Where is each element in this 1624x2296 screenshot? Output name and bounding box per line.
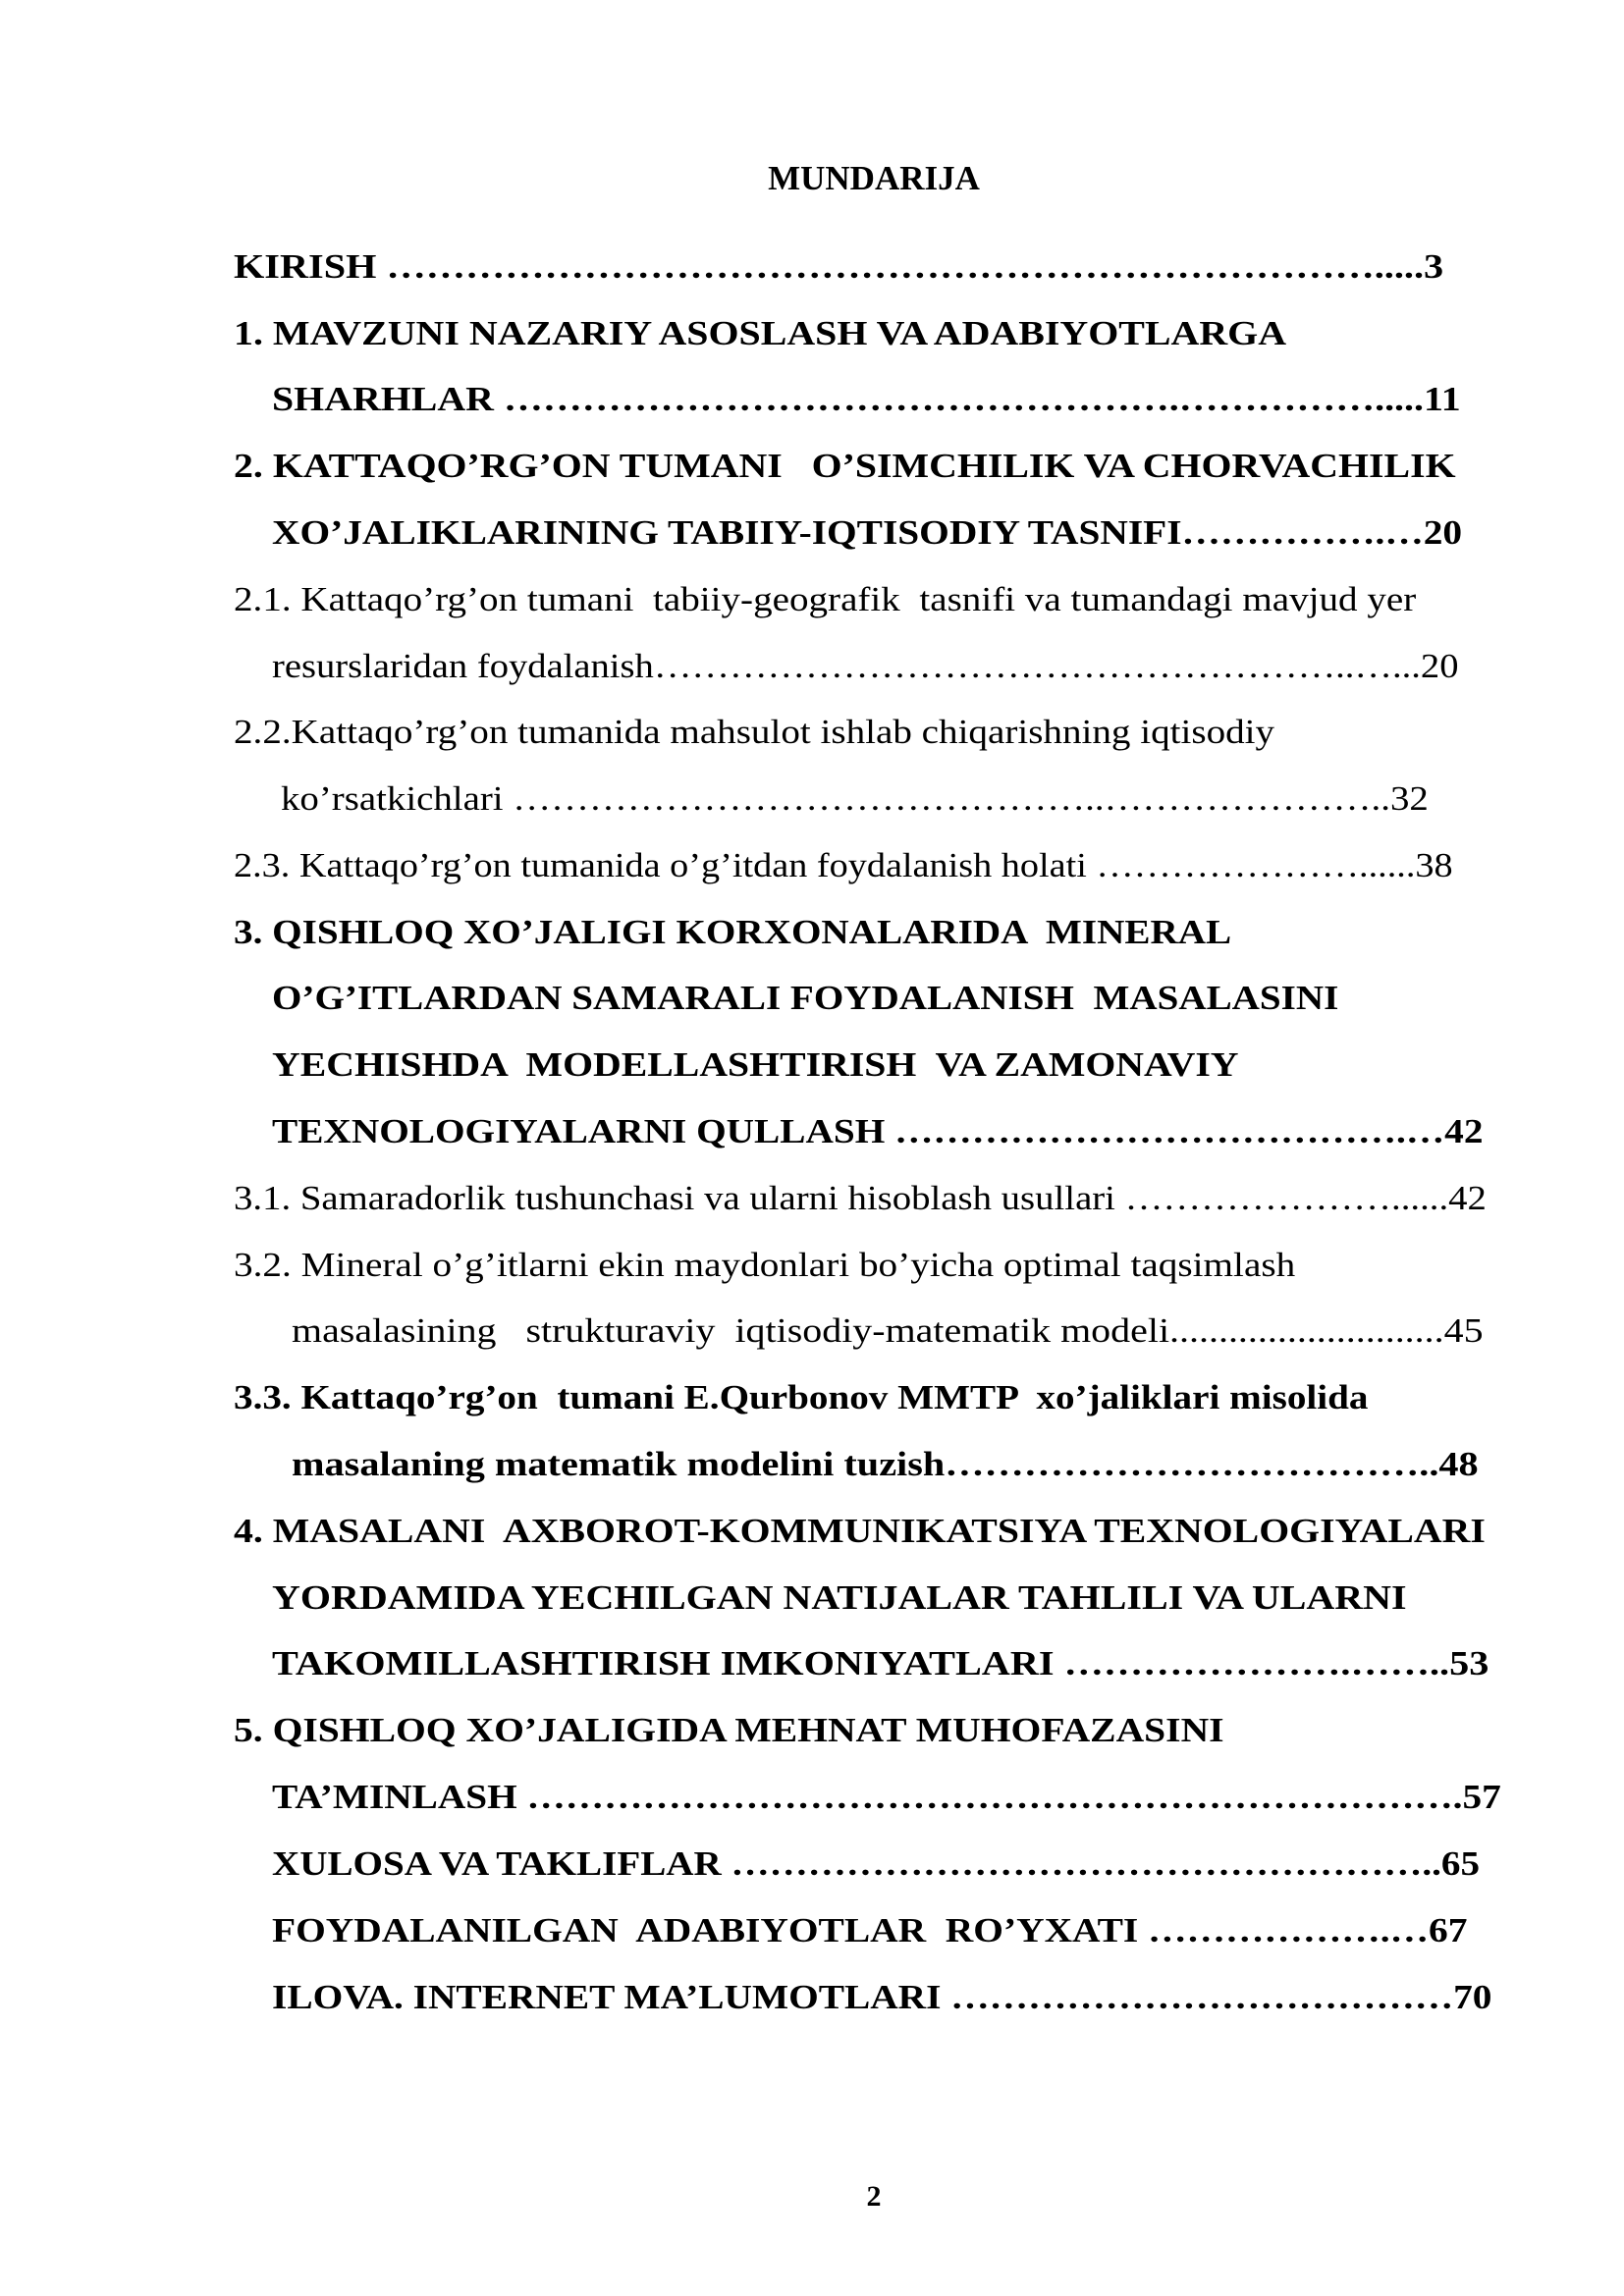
toc-entry: TA’MINLASH ……………………………………………………………….57 [272, 1778, 1501, 1816]
toc-entry: 2.2.Kattaqo’rg’on tumanida mahsulot ishlab chiqarishning iqtisodiy [234, 713, 1275, 751]
page-title: MUNDARIJA [768, 159, 980, 197]
toc-entry: masalaning matematik modelini tuzish………………………………..48 [292, 1445, 1479, 1483]
toc-entry: resurslaridan foydalanish………………………………………………..…...20 [272, 647, 1459, 685]
toc-entry: 3.3. Kattaqo’rg’on tumani E.Qurbonov MMTP xo’jaliklari misolida [234, 1378, 1369, 1416]
toc-entry: 5. QISHLOQ XO’JALIGIDA MEHNAT MUHOFAZASINI [234, 1711, 1224, 1749]
toc-entry: XULOSA VA TAKLIFLAR ………………………………………………..65 [272, 1844, 1481, 1883]
toc-entry: XO’JALIKLARINING TABIIY-IQTISODIY TASNIFI…………….…20 [272, 513, 1463, 552]
toc-entry: SHARHLAR …………………………………………….…………….....11 [272, 380, 1461, 418]
toc-entry: 3.1. Samaradorlik tushunchasi va ularni hisoblash usullari …………………......42 [234, 1179, 1487, 1217]
toc-entry: masalasining strukturaviy iqtisodiy-matematik modeli............................45 [292, 1311, 1484, 1350]
toc-entry: 3.2. Mineral o’g’itlarni ekin maydonlari bo’yicha optimal taqsimlash [234, 1246, 1296, 1284]
toc-entry: O’G’ITLARDAN SAMARALI FOYDALANISH MASALASINI [272, 979, 1339, 1017]
toc-entry: YECHISHDA MODELLASHTIRISH VA ZAMONAVIY [272, 1045, 1239, 1084]
toc-entry: 2.1. Kattaqo’rg’on tumani tabiiy-geografik tasnifi va tumandagi mavjud yer [234, 580, 1417, 618]
toc-entry: FOYDALANILGAN ADABIYOTLAR RO’YXATI ……………….…67 [272, 1911, 1468, 1949]
toc-entry: 2.3. Kattaqo’rg’on tumanida o’g’itdan foydalanish holati …………………......38 [234, 846, 1453, 884]
toc-entry: TEXNOLOGIYALARNI QULLASH ………………………………….…42 [272, 1112, 1484, 1150]
toc-entry: 4. MASALANI AXBOROT-KOMMUNIKATSIYA TEXNOLOGIYALARI [234, 1512, 1486, 1550]
toc-entry: 3. QISHLOQ XO’JALIGI KORXONALARIDA MINERAL [234, 913, 1232, 951]
toc-entry: 1. MAVZUNI NAZARIY ASOSLASH VA ADABIYOTLARGA [234, 314, 1287, 352]
toc-entry: YORDAMIDA YECHILGAN NATIJALAR TAHLILI VA ULARNI [272, 1578, 1407, 1617]
toc-entry: ko’rsatkichlari ………………………………………..…………………..32 [281, 779, 1429, 818]
toc-entry: KIRISH ………………………………………………………………….....3 [234, 247, 1444, 286]
toc-entry: 2. KATTAQO’RG’ON TUMANI O’SIMCHILIK VA CHORVACHILIK [234, 447, 1456, 485]
toc-entry: TAKOMILLASHTIRISH IMKONIYATLARI ………………….……..53 [272, 1644, 1489, 1682]
toc-entry: ILOVA. INTERNET MA’LUMOTLARI …………………………………70 [272, 1978, 1492, 2016]
page-number: 2 [866, 2180, 882, 2213]
